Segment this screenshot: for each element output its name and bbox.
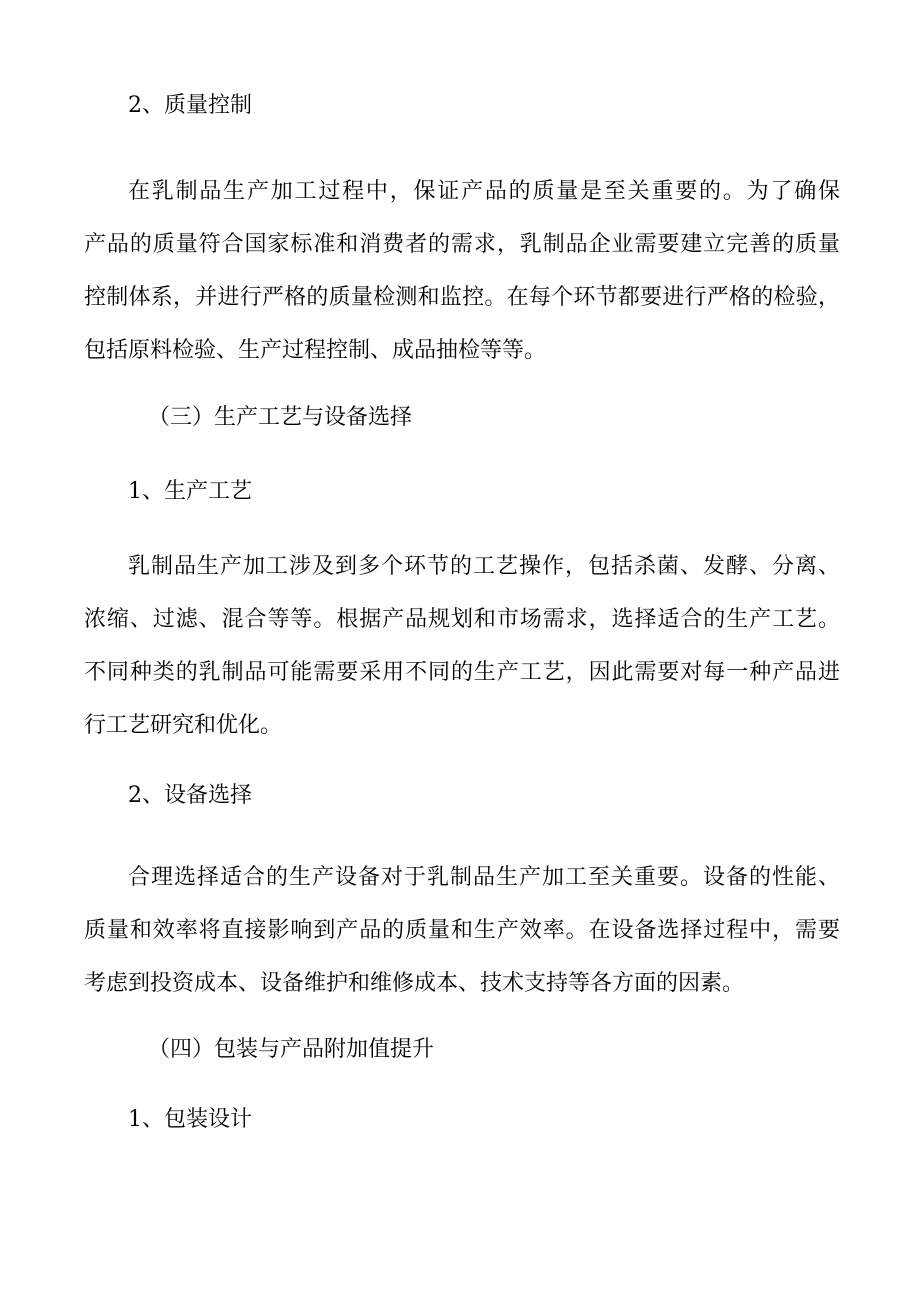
- section-quality-heading: 2、质量控制: [128, 93, 252, 118]
- section-three-heading: （三）生产工艺与设备选择: [148, 405, 413, 430]
- equipment-paragraph: [84, 864, 840, 1023]
- paragraph-line: 控制体系，并进行严格的质量检测和监控。在每个环节都要进行严格的检验，: [84, 285, 840, 310]
- process-paragraph: [84, 553, 840, 765]
- paragraph-line: 包括原料检验、生产过程控制、成品抽检等等。: [84, 338, 547, 363]
- packaging-heading: 1、包装设计: [128, 1107, 252, 1132]
- paragraph-line: 行工艺研究和优化。: [84, 713, 283, 738]
- equipment-heading: 2、设备选择: [128, 783, 252, 808]
- paragraph-line: 考虑到投资成本、设备维护和维修成本、技术支持等各方面的因素。: [84, 971, 745, 996]
- paragraph-line: 质量和效率将直接影响到产品的质量和生产效率。在设备选择过程中，需要: [84, 918, 840, 943]
- paragraph-line: 合理选择适合的生产设备对于乳制品生产加工至关重要。设备的性能、: [128, 865, 840, 890]
- paragraph-line: 乳制品生产加工涉及到多个环节的工艺操作，包括杀菌、发酵、分离、: [128, 554, 840, 579]
- paragraph-line: 在乳制品生产加工过程中，保证产品的质量是至关重要的。为了确保: [128, 179, 840, 204]
- process-heading: 1、生产工艺: [128, 479, 252, 504]
- paragraph-line: 浓缩、过滤、混合等等。根据产品规划和市场需求，选择适合的生产工艺。: [84, 607, 840, 632]
- section-four-heading: （四）包装与产品附加值提升: [148, 1037, 435, 1062]
- paragraph-line: 产品的质量符合国家标准和消费者的需求，乳制品企业需要建立完善的质量: [84, 232, 840, 257]
- quality-paragraph: [84, 178, 840, 390]
- paragraph-line: 不同种类的乳制品可能需要采用不同的生产工艺，因此需要对每一种产品进: [84, 660, 840, 685]
